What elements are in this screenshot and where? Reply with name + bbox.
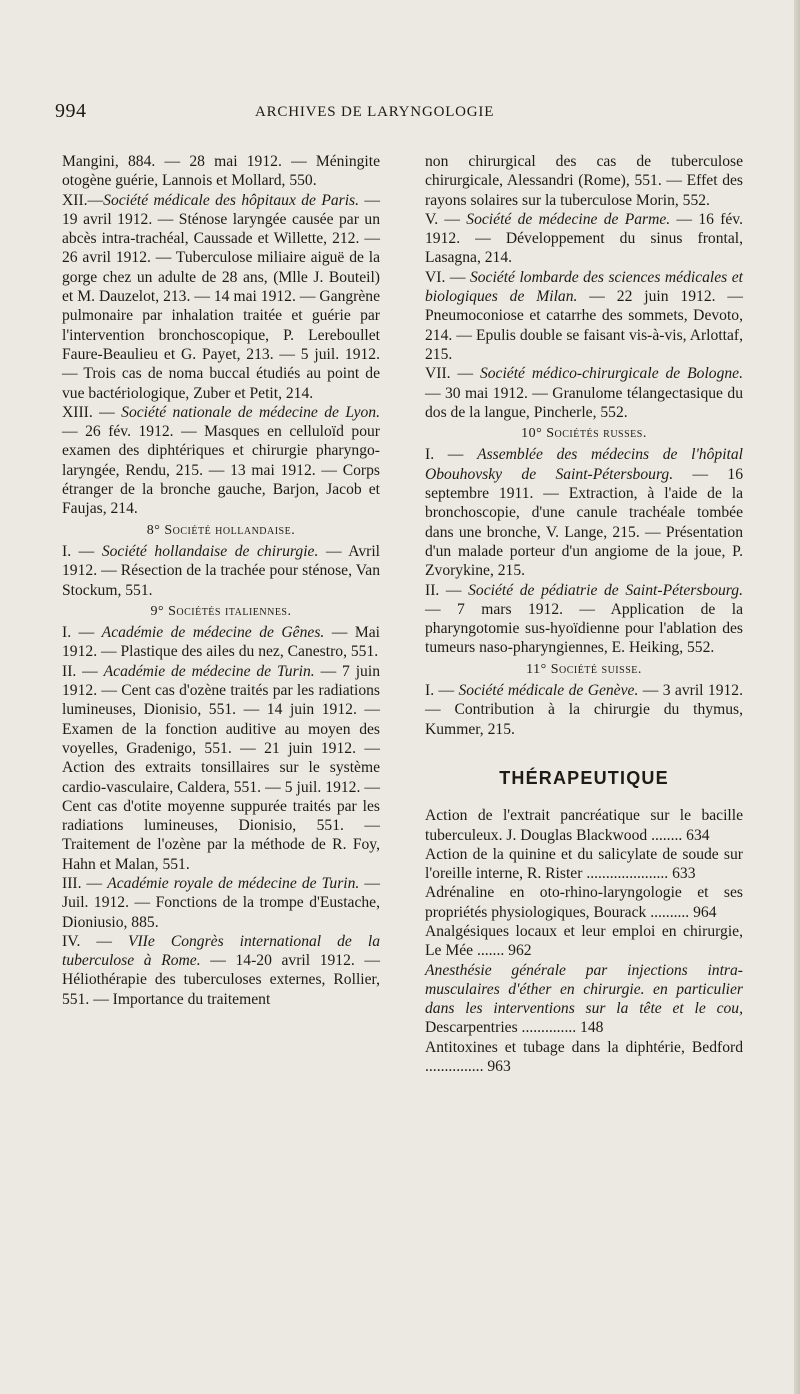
entry-paragraph <box>425 445 743 580</box>
entry-text: Adrénaline en oto-rhino-laryngologie et ses propriétés physiologiques, Bourack <box>425 884 743 921</box>
entry-text: — 19 avril 1912. — Sténose laryngée causée par un abcès intra-trachéal, Caussade et Willette, 212. — 26 avril 1912. — Tuberculose miliaire aiguë de la gorge chez un adulte de 28 ans, (Mlle J. Bouteil) et M. Dauzelot, 213. — 14 mai 1912. — Gangrène pulmonaire par inhalation traitée et guérie par l'intervention bronchoscopique, P. Lereboullet Faure-Beaulieu et G. Payet, 213. — 5 juil. 1912. — Trois cas de noma buccal étudiés au point de vue bactériologique, Zuber et Petit, 214. <box>62 191 380 402</box>
section-heading-label: 8° Société hollandaise. <box>146 522 296 538</box>
entry-text: Action de l'extrait pancréatique sur le bacille tuberculeux. J. Douglas Blackwood <box>425 807 743 844</box>
index-entry: Adrénaline en oto-rhino-laryngologie et ses propriétés physiologiques, Bourack .......... 964 <box>425 884 743 921</box>
page-reference: 634 <box>686 826 710 844</box>
society-name: Société lombarde des sciences médicales et biologiques de Milan. <box>425 268 743 306</box>
entry-number: XII.— <box>62 191 104 209</box>
entry-text: — Juil. 1912. — Fonctions de la trompe d'Eustache, Dioniusio, 885. <box>62 874 380 931</box>
entry-number: III. — <box>62 874 108 892</box>
entry-number: I. — <box>425 682 459 700</box>
index-entry: Action de la quinine et du salicylate de soude sur l'oreille interne, R. Rister ..................... 633 <box>425 845 743 883</box>
entry-number: I. — <box>425 446 478 464</box>
entry-text: Action de la quinine et du salicylate de soude sur l'oreille interne, R. Rister <box>425 845 743 883</box>
society-name: Assemblée des médecins de l'hôpital Obouhovsky de Saint-Pétersbourg. <box>425 446 743 483</box>
society-name: Académie de médecine de Gênes. <box>101 624 325 642</box>
entry-text: — 7 mars 1912. — Application de la pharyngotomie sus-hyoïdienne pour l'ablation des tumeurs naso-pharyngiennes, E. Heiking, 552. <box>425 600 743 657</box>
section-heading-label: 9° Sociétés italiennes. <box>150 603 292 619</box>
entry-number: V. — <box>425 210 467 228</box>
entry-paragraph <box>425 268 743 364</box>
entry-text: — Avril 1912. — Résection de la trachée pour sténose, Van Stockum, 551. <box>62 542 380 599</box>
page-header <box>0 100 800 130</box>
section-heading <box>62 602 380 621</box>
entry-text: — 16 septembre 1911. — Extraction, à l'aide de la bronchoscopie, d'une canule trachéale tombée dans une bronche, V. Lange, 215. — Présentation d'un malade porteur d'un angiome de la joue, P. Zvorykine, 215. <box>425 465 743 580</box>
index-entry: Anesthésie générale par injections intra-musculaires d'éther en chirurgie. en particulier dans les interventions sur la tête et le cou, Descarpentries .............. 148 <box>425 961 743 1037</box>
society-name: Société de pédiatrie de Saint-Pétersbourg. <box>468 581 743 599</box>
entry-text: Mangini, 884. — 28 mai 1912. — Méningite otogène guérie, Lannois et Mollard, 550. <box>62 153 380 190</box>
entry-number: VI. — <box>425 268 470 286</box>
entry-text: — 16 fév. 1912. — Développement du sinus frontal, Lasagna, 214. <box>425 210 743 267</box>
entry-number: IV. — <box>62 932 128 950</box>
entry-paragraph <box>425 681 743 739</box>
running-title: ARCHIVES DE LARYNGOLOGIE <box>255 104 495 120</box>
section-heading <box>425 660 743 679</box>
section-heading <box>425 424 743 443</box>
entry-paragraph <box>62 542 380 600</box>
entry-paragraph <box>62 662 380 874</box>
entry-text: — 14-20 avril 1912. — Héliothérapie des tuberculoses externes, Rollier, 551. — Importance du traitement <box>62 952 381 1008</box>
entry-paragraph <box>62 403 380 519</box>
society-name: Société médicale des hôpitaux de Paris. <box>103 191 360 209</box>
society-name: Académie royale de médecine de Turin. <box>107 874 360 892</box>
entry-text: Analgésiques locaux et leur emploi en chirurgie, Le Mée <box>425 922 743 960</box>
entry-paragraph <box>425 210 743 268</box>
entry-text: non chirurgical des cas de tuberculose chirurgicale, Alessandri (Rome), 551. — Effet des rayons solaires sur la tuberculose Morin, 552. <box>425 153 743 209</box>
index-entry: Analgésiques locaux et leur emploi en chirurgie, Le Mée ....... 962 <box>425 922 743 960</box>
entry-paragraph <box>62 874 380 932</box>
section-heading-label: 10° Sociétés russes. <box>521 426 647 442</box>
entry-number: II. — <box>425 581 469 599</box>
society-name: VIIe Congrès international de la tuberculose à Rome. <box>62 932 380 970</box>
society-name: Société médico-chirurgicale de Bologne. <box>479 365 744 383</box>
page-reference: 962 <box>508 942 532 960</box>
entry-text: — 3 avril 1912. — Contribution à la chirurgie du thymus, Kummer, 215. <box>425 682 743 738</box>
entry-number: II. — <box>62 662 104 680</box>
page-reference: 148 <box>580 1019 604 1037</box>
entry-paragraph <box>425 152 743 210</box>
entry-paragraph <box>62 152 380 191</box>
section-heading <box>62 521 380 540</box>
entry-number: VII. — <box>425 365 480 383</box>
society-name: Société hollandaise de chirurgie. <box>101 542 319 560</box>
right-column <box>425 152 743 1076</box>
entry-number: I. — <box>62 542 102 560</box>
therapeutique-heading: THÉRAPEUTIQUE <box>499 767 669 788</box>
left-column <box>62 152 380 1009</box>
entry-text: — 26 fév. 1912. — Masques en celluloïd pour examen des diphtériques et chirurgie pharyngo-laryngée, Rendu, 215. — 13 mai 1912. — Corps étranger de la bronche gauche, Barjon, Jacob et Faujas, 214. <box>62 423 380 518</box>
page-reference: 633 <box>672 865 696 883</box>
entry-text: — 22 juin 1912. — Pneumoconiose et catarrhe des sommets, Devoto, 214. — Epulis double se faisant vis-à-vis, Arlottaf, 215. <box>425 288 743 363</box>
entry-paragraph <box>425 581 743 658</box>
page-number: 994 <box>55 100 87 122</box>
page-reference: 964 <box>693 903 717 921</box>
entry-paragraph <box>62 191 380 403</box>
page-edge-shadow <box>794 0 800 1394</box>
society-name: Société nationale de médecine de Lyon. <box>121 403 380 421</box>
entry-number: I. — <box>62 624 102 642</box>
entry-title: Anesthésie générale par injections intra-musculaires d'éther en chirurgie. en particulier dans les interventions sur la tête et le cou, <box>425 961 743 1018</box>
entry-text: — Mai 1912. — Plastique des ailes du nez, Canestro, 551. <box>62 624 380 661</box>
society-name: Société de médecine de Parme. <box>466 210 671 228</box>
entry-paragraph <box>425 364 743 422</box>
index-entry: Antitoxines et tubage dans la diphtérie, Bedford ............... 963 <box>425 1038 743 1076</box>
entry-number: XIII. — <box>62 403 122 421</box>
entry-paragraph <box>62 932 380 1009</box>
society-name: Société médicale de Genève. <box>458 682 639 700</box>
entry-text: — 7 juin 1912. — Cent cas d'ozène traités par les radiations lumineuses, Dionisio, 551. — 14 juin 1912. — Examen de la fonction auditive au moyen des voyelles, Gradenigo, 551. — 21 juin 1912. — Action des extraits tonsillaires sur le système cardio-vasculaire, Caldera, 551. — 5 juil. 1912. — Cent cas d'otite moyenne suppurée traités par les radiations lumineuses, Dionisio, 551. — Traitement de l'ozène par la méthode de R. Foy, Hahn et Malan, 551. <box>62 662 380 873</box>
page-reference: 963 <box>487 1058 511 1076</box>
entry-text: — 30 mai 1912. — Granulome télangectasique du dos de la langue, Pincherle, 552. <box>425 384 743 421</box>
section-heading-label: 11° Société suisse. <box>526 661 642 677</box>
entry-text: Descarpentries <box>425 1019 518 1037</box>
society-name: Académie de médecine de Turin. <box>103 662 315 680</box>
index-entry: Action de l'extrait pancréatique sur le bacille tuberculeux. J. Douglas Blackwood ........ 634 <box>425 807 743 844</box>
entry-paragraph <box>62 623 380 662</box>
entry-text: Antitoxines et tubage dans la diphtérie, Bedford <box>425 1038 743 1056</box>
